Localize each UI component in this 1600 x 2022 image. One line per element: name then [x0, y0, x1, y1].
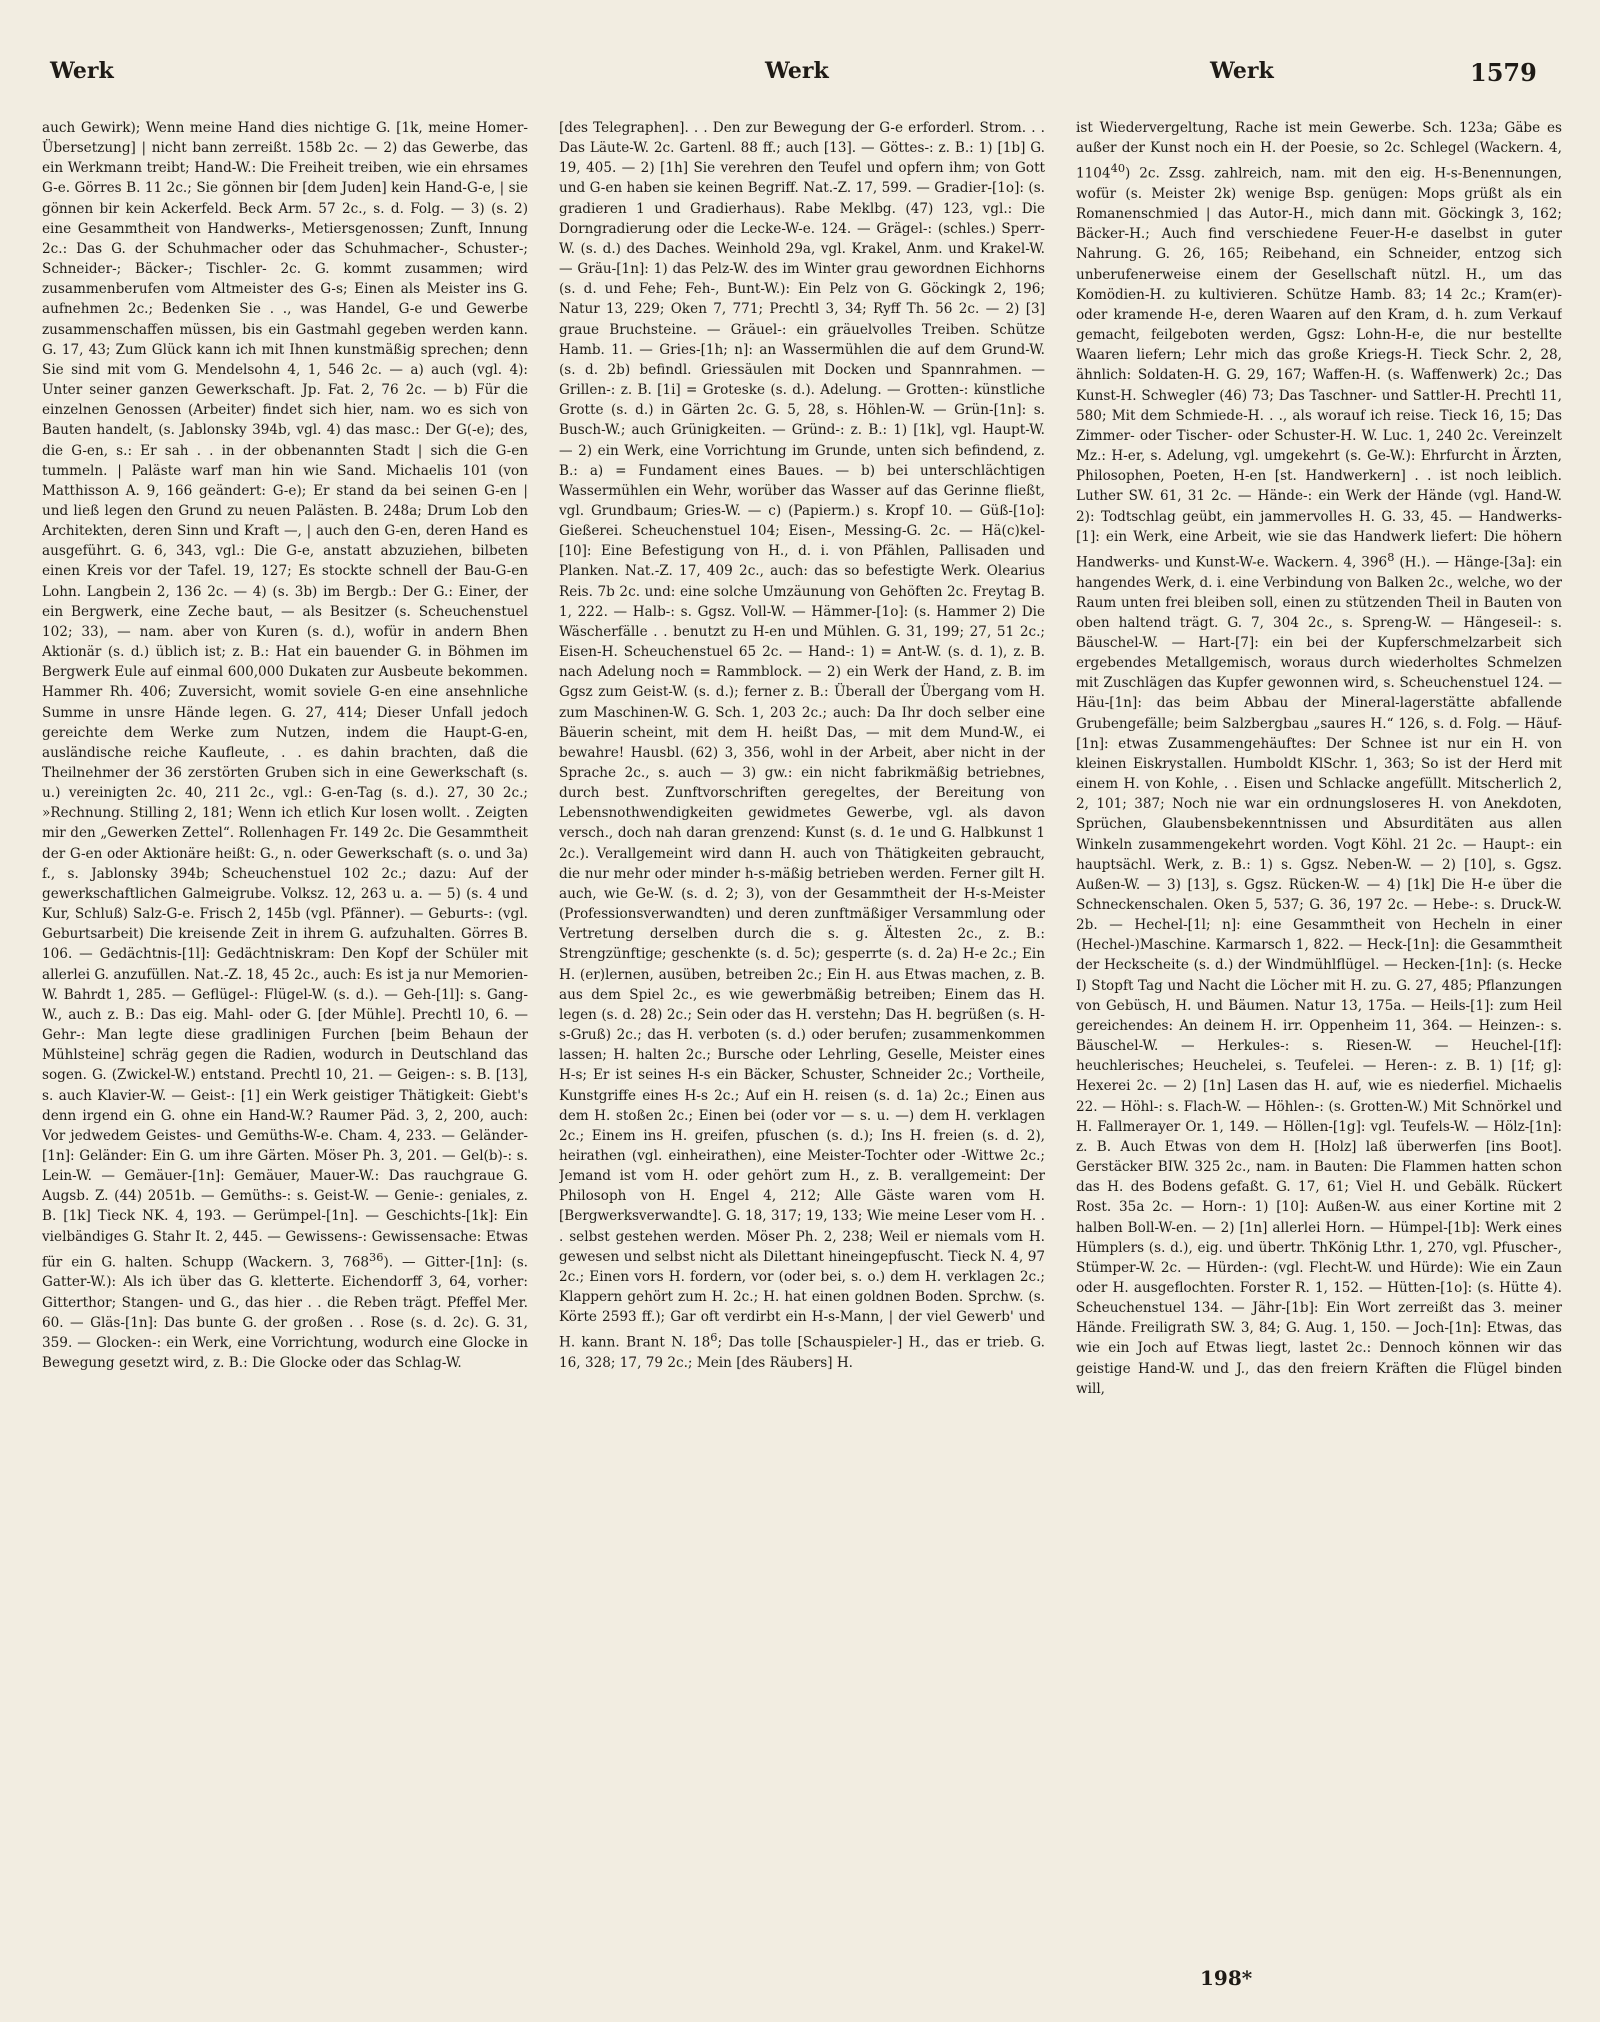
page-number: 1579 — [1470, 58, 1537, 87]
column-3-text: ist Wiedervergeltung, Rache ist mein Gewerbe. Sch. 123a; Gäbe es außer der Kunst noch ein H. der Poesie, so 2c. Schlegel (Wackern. 4, 1104$^{40}$) 2c. Zssg. zahlreich, nam. mit den eig. H-s-Benennungen, wofür (s. Meister 2k) wenige Bsp. genügen: Mops grüßt als ein Romanenschmied | das Autor-H., mich dann mit. Göckingk 3, 162; Bäcker-H.; Auch find verschiedene Feuer-H-e daselbst in guter Nahrung. G. 26, 165; Reibehand, ein Schneider, entzog sich unberufenerweise einem der Gesellschaft nützl. H., um das Komödien-H. zu kultivieren. Schütze Hamb. 83; 14 2c.; Kram(er)- oder kramende H-e, deren Waaren auf den Kram, d. h. zum Verkauf gemacht, feilgeboten werden, Ggsz: Lohn-H-e, die nur bestellte Waaren liefern; Lehr mich das große Kriegs-H. Tieck Schr. 2, 28, ähnlich: Soldaten-H. G. 29, 167; Waffen-H. (s. Waffenwerk) 2c.; Das Kunst-H. Schwegler (46) 73; Das Taschner- und Sattler-H. Prechtl 11, 580; Mit dem Schmiede-H. . ., als worauf ich reise. Tieck 16, 15; Das Zimmer- oder Tischer- oder Schuster-H. W. Luc. 1, 240 2c. Vereinzelt Mz.: H-er, s. Adelung, vgl. umgekehrt (s. Ge-W.): Ehrfurcht in Ärzten, Philosophen, Poeten, H-en [st. Handwerkern] . . ist noch leiblich. Luther SW. 61, 31 2c. — Hände-: ein Werk der Hände (vgl. Hand-W. 2): Todtschlag geübt, ein jammervolles H. G. 33, 45. — Handwerks-[1]: ein Werk, eine Arbeit, wie sie das Handwerk liefert: Die höhern Handwerks- und Kunst-W-e. Wackern. 4, $396^8$ (H.). — Hänge-[3a]: ein hangendes Werk, d. i. eine Verbindung von Balken 2c., welche, wo der Raum unten frei bleiben soll, einen zu stützenden Theil in Bauten von oben haltend trägt. G. 7, 304 2c., s. Spreng-W. — Hängeseil-: s. Bäuschel-W. — Hart-[7]: ein bei der Kupferschmelzarbeit sich ergebendes Metallgemisch, woraus durch wiederholtes Schmelzen mit Zuschlägen das Kupfer gewonnen wird, s. Scheuchenstuel 124. — Häu-[1n]: das beim Abbau der Mineral-lagerstätte abfallende Grubengefälle; beim Salzbergbau „saures H.“ 126, s. d. Folg. — Häuf-[1n]: etwas Zusammengehäuftes: Der Schnee ist nur ein H. von kleinen Eiskrystallen. Humboldt KlSchr. 1, 363; So ist der Herd mit einem H. von Kohle, . . Eisen und Schlacke angefüllt. Mitscherlich 2, 2, 101; 387; Noch nie war ein ordnungsloseres H. von Anekdoten, Sprüchen, Glaubensbekenntnissen und Absurditäten aus allen Winkeln zusammengekehrt worden. Vogt Köhl. 21 2c. — Haupt-: ein hauptsächl. Werk, z. B.: 1) s. Ggsz. Neben-W. — 2) [10], s. Ggsz. Außen-W. — 3) [13], s. Ggsz. Rücken-W. — 4) [1k] Die H-e über die Schneckenschalen. Oken 5, 537; G. 36, 197 2c. — Hebe-: s. Druck-W. 2b. — Hechel-[1l; n]: eine Gesammtheit von Hecheln in einer (Hechel-)Maschine. Karmarsch 1, 822. — Heck-[1n]: die Gesammtheit der Heckscheite (s. d.) der Windmühlflügel. — Hecken-[1n]: (s. Hecke I) Stopft Tag und Nacht die Löcher mit H. zu. G. 27, 485; Pflanzungen von Gebüsch, H. und Bäumen. Natur 13, 175a. — Heils-[1]: zum Heil gereichendes: An deinem H. irr. Oppenheim 11, 364. — Heinzen-: s. Bäuschel-W. — Herkules-: s. Riesen-W. — Heuchel-[1f]: heuchlerisches; Heuchelei, s. Teufelei. — Heren-: z. B. 1) [1f; g]: Hexerei 2c. — 2) [1n] Lasen das H. auf, wie es niederfiel. Michaelis 22. — Höhl-: s. Flach-W. — Höhlen-: (s. Grotten-W.) Mit Schnörkel und H. Fallmerayer Or. 1, 149. — Höllen-[1g]: vgl. Teufels-W. — Hölz-[1n]: z. B. Auch Etwas von dem H. [Holz] laß überwerfen [ins Boot]. Gerstäcker BIW. 325 2c., nam. in Bauten: Die Flammen hatten schon das H. des Bodens gefaßt. G. 17, 61; Viel H. und Gebälk. Rückert Rost. 35a 2c. — Horn-: 1) [10]: Außen-W. aus einer Kortine mit 2 halben Boll-W-en. — 2) [1n] allerlei Horn. — Hümpel-[1b]: Werk eines Hümplers (s. d.), eig. und übertr. ThKönig Lthr. 1, 270, vgl. Pfuscher-, Stümper-W. 2c. — Hürden-: (vgl. Flecht-W. und Hürde): Wie ein Zaun oder H. ausgeflochten. Forster R. 1, 152. — Hütten-[1o]: (s. Hütte 4). Scheuchenstuel 134. — Jähr-[1b]: Ein Wort zerreißt das 3. meiner Hände. Freiligrath SW. 3, 84; G. Aug. 1, 150. — Joch-[1n]: Etwas, das wie ein Joch auf Etwas liegt, lastet 2c.: Dennoch können wir das geistige Hand-W. und J., das den freiern Kräften die Flügel binden will, — [1076, 120, 1562, 1397]
header-right-word: Werk — [1210, 58, 1274, 84]
column-1-text: auch Gewirk); Wenn meine Hand dies nichtige G. [1k, meine Homer-Übersetzung] | nicht bann zerreißt. 158b 2c. — 2) das Gewerbe, das ein Werkmann treibt; Hand-W.: Die Freiheit treiben, wie ein ehrsames G-e. Görres B. 11 2c.; Sie gönnen bir [dem Juden] kein Hand-G-e, | sie gönnen bir kein Ackerfeld. Beck Arm. 57 2c., s. d. Folg. — 3) (s. 2) eine Gesammtheit von Handwerks-, Metiersgenossen; Zunft, Innung 2c.: Das G. der Schuhmacher oder das Schuhmacher-, Schuster-; Schneider-; Bäcker-; Tischler- 2c. G. kommt zusammen; wird zusammenberufen vom Altmeister des G-s; Einen als Meister ins G. aufnehmen 2c.; Bedenken Sie . ., was Handel, G-e und Gewerbe zusammenschaffen müssen, bis ein Gastmahl gegeben werden kann. G. 17, 43; Zum Glück kann ich mit Ihnen kunstmäßig sprechen; denn Sie sind mit vom G. Mendelsohn 4, 1, 546 2c. — a) auch (vgl. 4): Unter seiner ganzen Gewerkschaft. Jp. Fat. 2, 76 2c. — b) Für die einzelnen Genossen (Arbeiter) findet sich hier, nam. wo es sich von Bauten handelt, (s. Jablonsky 394b, vgl. 4) das masc.: Der G(-e); des, die G-en, s.: Er sah . . in der obbenannten Stadt | sich die G-en tummeln. | Paläste warf man hin wie Sand. Michaelis 101 (von Matthisson A. 9, 166 geändert: G-e); Er stand da bei seinen G-en | und ließ legen den Grund zu neuen Palästen. B. 248a; Drum Lob den Architekten, deren Sinn und Kraft —, | auch den G-en, deren Hand es ausgeführt. G. 6, 343, vgl.: Die G-e, anstatt abzuziehen, bilbeten einen Kreis vor der Tafel. 19, 127; Es stockte schnell der Bau-G-en Lohn. Langbein 2, 136 2c. — 4) (s. 3b) im Bergb.: Der G.: Einer, der ein Bergwerk, eine Zeche baut, — als Besitzer (s. Scheuchenstuel 102; 33), — nam. aber von Kuren (s. d.), wofür in andern Bhen Aktionär (s. d.) üblich ist; z. B.: Hat ein bauender G. in Böhmen im Bergwerk Eule auf einmal 600,000 Dukaten zur Ausbeute bekommen. Hammer Rh. 406; Zuversicht, womit soviele G-en eine ansehnliche Summe in unsre Hände legen. G. 27, 414; Dieser Unfall jedoch gereichte dem Werke zum Nutzen, indem die Haupt-G-en, ausländische reiche Kaufleute, . . es dahin brachten, daß die Theilnehmer der 36 zerstörten Gruben sich in eine Gewerkschaft (s. u.) vereinigten 2c. 40, 211 2c., vgl.: G-en-Tag (s. d.). 27, 30 2c.; »Rechnung. Stilling 2, 181; Wenn ich etlich Kur losen wollt. . Zeigten mir den „Gewerken Zettel“. Rollenhagen Fr. 149 2c. Die Gesammtheit der G-en oder Aktionäre heißt: G., n. oder Gewerkschaft (s. o. und 3a) f., s. Jablonsky 394b; Scheuchenstuel 102 2c.; dazu: Auf der gewerkschaftlichen Galmeigrube. Volksz. 12, 263 u. a. — 5) (s. 4 und Kur, Schluß) Salz-G-e. Frisch 2, 145b (vgl. Pfänner). — Geburts-: (vgl. Geburtsarbeit) Die kreisende Zeit in ihrem G. aufzuhalten. Görres B. 106. — Gedächtnis-[1l]: Gedächtniskram: Den Kopf der Schüler mit allerlei G. anzufüllen. Nat.-Z. 18, 45 2c., auch: Es ist ja nur Memorien-W. Bahrdt 1, 285. — Geflügel-: Flügel-W. (s. d.). — Geh-[1l]: s. Gang-W., auch z. B.: Das eig. Mahl- oder G. [der Mühle]. Prechtl 10, 6. — Gehr-: Man legte diese gradlinigen Furchen [beim Behaun der Mühlsteine] schräg gegen die Radien, wodurch in Deutschland das sogen. G. (Zwickel-W.) entstand. Prechtl 10, 21. — Geigen-: s. B. [13], s. auch Klavier-W. — Geist-: [1] ein Werk geistiger Thätigkeit: Giebt's denn irgend ein G. ohne ein Hand-W.? Raumer Päd. 3, 2, 200, auch: Vor jedwedem Geistes- und Gemüths-W-e. Cham. 4, 233. — Geländer-[1n]: Geländer: Ein G. um ihre Gärten. Möser Ph. 3, 201. — Gel(b)-: s. Lein-W. — Gemäuer-[1n]: Gemäuer, Mauer-W.: Das rauchgraue G. Augsb. Z. (44) 2051b. — Gemüths-: s. Geist-W. — Genie-: geniales, z. B. [1k] Tieck NK. 4, 193. — Gerümpel-[1n]. — Geschichts-[1k]: Ein vielbändiges G. Stahr It. 2, 445. — Gewissens-: Gewissensache: Etwas für ein G. halten. Schupp (Wackern. 3, $768^{36}$). — Gitter-[1n]: (s. Gatter-W.): Als ich über das G. kletterte. Eichendorff 3, 64, vorher: Gitterthor; Stangen- und G., das hier . . die Reben trägt. Pfeffel Mer. 60. — Gläs-[1n]: Das bunte G. der großen . . Rose (s. d. 2c). G. 31, 359. — Glocken-: ein Werk, eine Vorrichtung, wodurch eine Glocke in Bewegung gesetzt wird, z. B.: Die Glocke oder das Schlag-W. — [42, 120, 528, 1372]
column-3 — [1076, 118, 1562, 1963]
text-columns — [42, 118, 1562, 1963]
signature-mark: 198* — [1200, 1966, 1253, 1990]
column-1 — [42, 118, 528, 1963]
column-2-text: [des Telegraphen]. . . Den zur Bewegung der G-e erforderl. Strom. . . Das Läute-W. 2c. Gartenl. 88 ff.; auch [13]. — Göttes-: z. B.: 1) [1b] G. 19, 405. — 2) [1h] Sie verehren den Teufel und opfern ihm; von Gott und G-en haben sie keinen Begriff. Nat.-Z. 17, 599. — Gradier-[1o]: (s. gradieren 1 und Gradierhaus). Rabe Meklbg. (47) 123, vgl.: Die Dorngradierung oder die Lecke-W-e. 124. — Grägel-: (schles.) Sperr-W. (s. d.) des Daches. Weinhold 29a, vgl. Krakel, Anm. und Krakel-W. — Gräu-[1n]: 1) das Pelz-W. des im Winter grau gewordnen Eichhorns (s. d. und Fehe; Feh-, Bunt-W.): Ein Pelz von G. Göckingk 2, 196; Natur 13, 229; Oken 7, 771; Prechtl 3, 34; Ryff Th. 56 2c. — 2) [3] graue Bruchsteine. — Gräuel-: ein gräuelvolles Treiben. Schütze Hamb. 11. — Gries-[1h; n]: an Wassermühlen die auf dem Grund-W. (s. d. 2b) befindl. Griessäulen mit Docken und Spannrahmen. — Grillen-: z. B. [1i] = Groteske (s. d.). Adelung. — Grotten-: künstliche Grotte (s. d.) in Gärten 2c. G. 5, 28, s. Höhlen-W. — Grün-[1n]: s. Busch-W.; auch Grünigkeiten. — Gründ-: z. B.: 1) [1k], vgl. Haupt-W. — 2) ein Werk, eine Vorrichtung im Grunde, unten sich befindend, z. B.: a) = Fundament eines Baues. — b) bei unterschlächtigen Wassermühlen ein Wehr, worüber das Wasser auf das Gerinne fließt, vgl. Grundbaum; Gries-W. — c) (Papierm.) s. Kropf 10. — Güß-[1o]: Gießerei. Scheuchenstuel 104; Eisen-, Messing-G. 2c. — Hä(c)kel-[10]: Eine Befestigung von H., d. i. von Pfählen, Pallisaden und Planken. Nat.-Z. 17, 409 2c., auch: das so befestigte Werk. Olearius Reis. 7b 2c. und: eine solche Umzäunung von Gehöften 2c. Freytag B. 1, 222. — Halb-: s. Ggsz. Voll-W. — Hämmer-[1o]: (s. Hammer 2) Die Wäscherfälle . . benutzt zu H-en und Mühlen. G. 31, 199; 27, 51 2c.; Eisen-H. Scheuchenstuel 65 2c. — Hand-: 1) = Ant-W. (s. d. 1), z. B. nach Adelung noch = Rammblock. — 2) ein Werk der Hand, z. B. im Ggsz zum Geist-W. (s. d.); ferner z. B.: Überall der Übergang vom H. zum Maschinen-W. G. Sch. 1, 203 2c.; auch: Da Ihr doch selber eine Bäuerin scheint, mit dem H. heißt Das, — mit dem Mund-W., ei bewahre! Hausbl. (62) 3, 356, wohl in der Arbeit, aber nicht in der Sprache 2c., s. auch — 3) gw.: ein nicht fabrikmäßig betriebnes, durch best. Zunftvorschriften geregeltes, der Bereitung von Lebensnothwendigkeiten gewidmetes Gewerbe, vgl. als davon versch., doch nah daran grenzend: Kunst (s. d. 1e und G. Halbkunst 1 2c.). Verallgemeint wird dann H. auch von Thätigkeiten gebraucht, die nur mehr oder minder h-s-mäßig betrieben werden. Ferner gilt H. auch, wie Ge-W. (s. d. 2; 3), von der Gesammtheit der H-s-Meister (Professionsverwandten) und deren zunftmäßiger Versammlung oder Vertretung derselben durch die s. g. Ältesten 2c., z. B.: Strengzünftige; geschenkte (s. d. 5c); gesperrte (s. d. 2a) H-e 2c.; Ein H. (er)lernen, ausüben, betreiben 2c.; Ein H. aus Etwas machen, z. B. aus dem Spiel 2c., es wie gewerbmäßig betreiben; Einem das H. legen (s. d. 28) 2c.; Sein oder das H. verstehn; Das H. begrüßen (s. H-s-Gruß) 2c.; das H. verboten (s. d.) oder berufen; zusammenkommen lassen; H. halten 2c.; Bursche oder Lehrling, Geselle, Meister eines H-s; Er ist seines H-s ein Bäcker, Schuster, Schneider 2c.; Vortheile, Kunstgriffe eines H-s 2c.; Auf ein H. reisen (s. d. 1a) 2c.; Einen aus dem H. stoßen 2c.; Einen bei (oder vor — s. u. —) dem H. verklagen 2c.; Einem ins H. greifen, pfuschen (s. d.); Ins H. freien (s. d. 2), heirathen (vgl. einheirathen), eine Meister-Tochter oder -Wittwe 2c.; Jemand ist vom H. oder gehört zum H., z. B. verallgemeint: Der Philosoph von H. Engel 4, 212; Alle Gäste waren vom H. [Bergwerksverwandte]. G. 18, 317; 19, 133; Wie meine Leser vom H. . . selbst gestehen werden. Möser Ph. 2, 238; Weil er niemals vom H. gewesen und selbst nicht als Dilettant hineingepfuscht. Tieck N. 4, 97 2c.; Einen vors H. fordern, vor (oder bei, s. o.) dem H. verklagen 2c.; Klappern gehört zum H. 2c.; H. hat einen goldnen Boden. Sprchw. (s. Körte 2593 ff.); Gar oft verdirbt ein H-s-Mann, | der viel Gewerb' und H. kann. Brant N. $18^6$; Das tolle [Schauspieler-] H., das er trieb. G. 16, 328; 17, 79 2c.; Mein [des Räubers] H. — [559, 120, 1045, 1372]
header-center-word: Werk — [765, 58, 829, 84]
header-left-word: Werk — [50, 58, 114, 84]
column-2 — [559, 118, 1045, 1963]
running-header — [40, 58, 1560, 98]
